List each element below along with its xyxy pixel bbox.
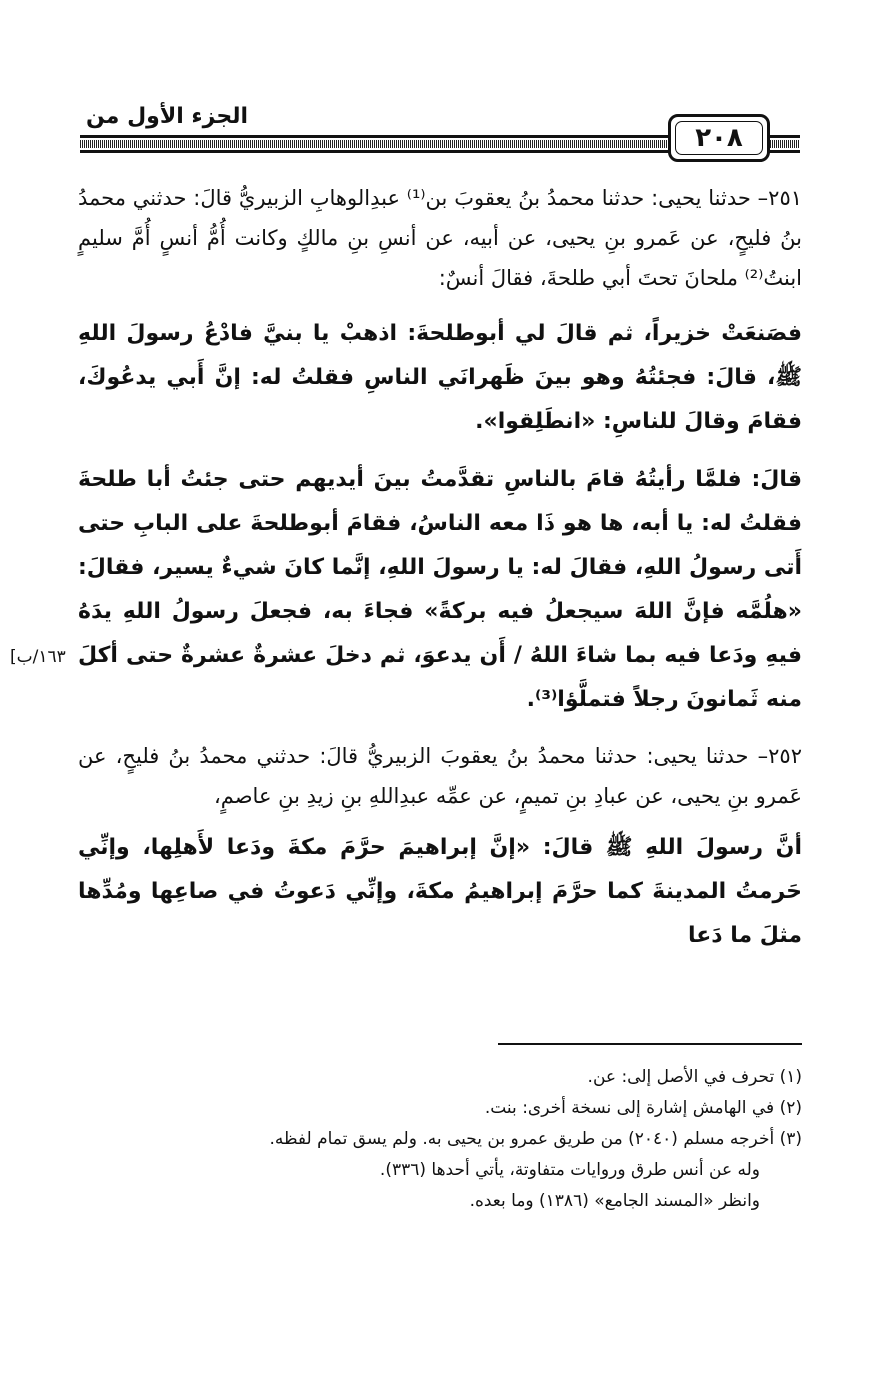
- footnote-2: (٢) في الهامش إشارة إلى نسخة أخرى: بنت.: [484, 1098, 802, 1118]
- footnote-separator: [498, 1043, 802, 1045]
- page-number: ٢٠٨: [668, 114, 770, 162]
- hadith-isnad-252: ٢٥٢– حدثنا يحيى: حدثنا محمدُ بنُ يعقوبَ الزبيريُّ قالَ: حدثني محمدُ بنُ فليحٍ، عن عَمرو بنِ يحيى، عن عبادِ بنِ تميمٍ، عن عمِّه عبدِاللهِ بنِ زيدِ بنِ عاصمٍ،: [78, 744, 802, 808]
- footnote-3-cont: وانظر «المسند الجامع» (١٣٨٦) وما بعده.: [469, 1191, 760, 1211]
- footnote-3-cont: وله عن أنس طرق وروايات متفاوتة، يأتي أحدها (٣٣٦).: [379, 1160, 760, 1180]
- hadith-matn-251-a: فصَنعَتْ خزيراً، ثم قالَ لي أبوطلحةَ: اذهبْ يا بنيَّ فادْعُ رسولَ اللهِ ﷺ، قالَ: فجئتُهُ وهو بينَ ظَهرانَي الناسِ فقلتُ له: إنَّ أَبي يدعُوكَ، فقامَ وقالَ للناسِ: «انطَلِقوا».: [78, 321, 802, 434]
- hadith-matn-252: أنَّ رسولَ اللهِ ﷺ قالَ: «إنَّ إبراهيمَ حرَّمَ مكةَ ودَعا لأَهلِها، وإنِّي حَرمتُ المدينةَ كما حرَّمَ إبراهيمُ مكةَ، وإنِّي دَعوتُ في صاعِها ومُدِّها مثلَ ما دَعا: [78, 835, 802, 948]
- footnote-1: (١) تحرف في الأصل إلى: عن.: [587, 1067, 802, 1087]
- manuscript-folio-note: ١٦٣/ب]: [10, 647, 66, 667]
- footnotes: [78, 1062, 802, 1217]
- page-header: [80, 102, 800, 164]
- footnote-3: (٣) أخرجه مسلم (٢٠٤٠) من طريق عمرو بن يحيى به. ولم يسق تمام لفظه.: [269, 1129, 802, 1149]
- main-text: [78, 178, 802, 958]
- hadith-matn-251-b: قالَ: فلمَّا رأيتُهُ قامَ بالناسِ تقدَّمتُ بينَ أيديهم حتى جئتُ أبا طلحةَ فقلتُ له: يا أبه، ها هو ذَا معه الناسُ، فقامَ أبوطلحةَ على البابِ حتى أَتى رسولُ اللهِ، فقالَ له: يا رسولَ اللهِ، إنَّما كانَ شيءٌ يسير، فقالَ: «هلُمَّه فإنَّ اللهَ سيجعلُ فيه بركةً» فجاءَ به، فجعلَ رسولُ اللهِ يدَهُ فيهِ ودَعا فيه بما شاءَ اللهُ / أَن يدعوَ، ثم دخلَ عشرةٌ عشرةٌ حتى أكلَ منه ثَمانونَ رجلاً فتملَّؤا⁽³⁾.: [78, 467, 802, 712]
- hadith-isnad-251: ٢٥١– حدثنا يحيى: حدثنا محمدُ بنُ يعقوبَ بن⁽¹⁾ عبدِالوهابِ الزبيريُّ قالَ: حدثني محمدُ بنُ فليحٍ، عن عَمرو بنِ يحيى، عن أبيه، عن أنسِ بنِ مالكٍ وكانت أُمُّ أنسٍ أُمَّ سليمٍ ابنتُ⁽²⁾ ملحانَ تحتَ أبي طلحةَ، فقالَ أنسٌ:: [78, 186, 803, 290]
- running-title: الجزء الأول من: [80, 104, 254, 129]
